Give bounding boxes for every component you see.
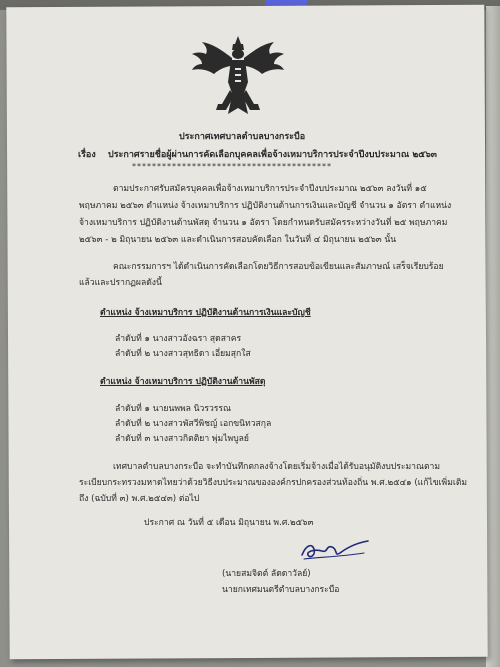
garuda-emblem-icon — [188, 34, 288, 116]
paragraph-2-line-1: คณะกรรมการฯ ได้ดำเนินการคัดเลือกโดยวิธีการสอบข้อเขียนและสัมภาษณ์ เสร็จเรียบร้อย — [113, 262, 444, 272]
section-2-item-1: ลำดับที่ ๑ นายนพพล นิวรวรรณ — [115, 404, 231, 414]
paper-edge — [486, 6, 500, 667]
paragraph-3-line-1: เทศบาลตำบลบางกระบือ จะทำบันทึกตกลงจ้างโดยเริ่มจ้างเมื่อได้รับอนุมัติงบประมาณตาม — [113, 462, 441, 472]
announcement-date: ประกาศ ณ วันที่ ๕ เดือน มิถุนายน พ.ศ.๒๕๖๓ — [144, 518, 314, 528]
subject-label: เรื่อง — [78, 150, 96, 160]
paragraph-1-line-1: ตามประกาศรับสมัครบุคคลเพื่อจ้างเหมาบริการประจำปีงบประมาณ ๒๕๖๓ ลงวันที่ ๑๕ — [113, 184, 427, 194]
paragraph-1-line-3: จ้างเหมาบริการ ปฏิบัติงานด้านพัสดุ จำนวน ๑ อัตรา โดยกำหนดรับสมัครระหว่างวันที่ ๒๕ พฤษภาคม — [79, 218, 448, 228]
section-1-item-2: ลำดับที่ ๒ นางสาวสุทธิดา เอี่ยมสุกใส — [115, 349, 251, 359]
handwritten-signature — [298, 537, 372, 563]
section-1-title: ตำแหน่ง จ้างเหมาบริการ ปฏิบัติงานด้านการเงินและบัญชี — [100, 308, 311, 318]
section-2-title: ตำแหน่ง จ้างเหมาบริการ ปฏิบัติงานด้านพัสดุ — [100, 377, 266, 387]
paragraph-1-line-4: ๒๕๖๓ - ๒ มิถุนายน ๒๕๖๓ และดำเนินการสอบคัดเลือก ในวันที่ ๔ มิถุนายน ๒๕๖๓ นั้น — [79, 235, 397, 245]
paragraph-2-line-2: แล้วและปรากฏผลดังนี้ — [79, 278, 162, 288]
paragraph-3-line-2: ระเบียบกระทรวงมหาดไทยว่าด้วยวิธีงบประมาณขององค์กรปกครองส่วนท้องถิ่น พ.ศ.๒๕๔๑ (แก้ไขเพิ่มเติม — [79, 478, 468, 488]
signatory-name: (นายสมจิตต์ ลัดดาวัลย์) — [222, 569, 311, 579]
signatory-position: นายกเทศมนตรีตำบลบางกระบือ — [222, 585, 340, 595]
subject-text: ประกาศรายชื่อผู้ผ่านการคัดเลือกบุคคลเพื่อจ้างเหมาบริการประจำปีงบประมาณ ๒๕๖๓ — [108, 150, 437, 160]
announcement-org: ประกาศเทศบาลตำบลบางกระบือ — [179, 132, 306, 142]
paragraph-3-line-3: ถึง (ฉบับที่ ๓) พ.ศ.๒๕๔๓) ต่อไป — [79, 494, 200, 504]
paragraph-1-line-2: พฤษภาคม ๒๕๖๓ ตำแหน่ง จ้างเหมาบริการ ปฏิบัติงานด้านการเงินและบัญชี จำนวน ๑ อัตรา ตำแหน่ง — [79, 201, 452, 211]
section-1-item-1: ลำดับที่ ๑ นางสาวอังฉรา สุดสาคร — [115, 334, 242, 344]
divider-stars: **************************************** — [132, 162, 332, 171]
section-2-item-3: ลำดับที่ ๓ นางสาวกิตติยา พุ่มไพบูลย์ — [115, 434, 249, 444]
section-2-item-2: ลำดับที่ ๒ นางสาวพัสวีพิชญ์ เอกขนิทวสกุล — [115, 419, 272, 429]
